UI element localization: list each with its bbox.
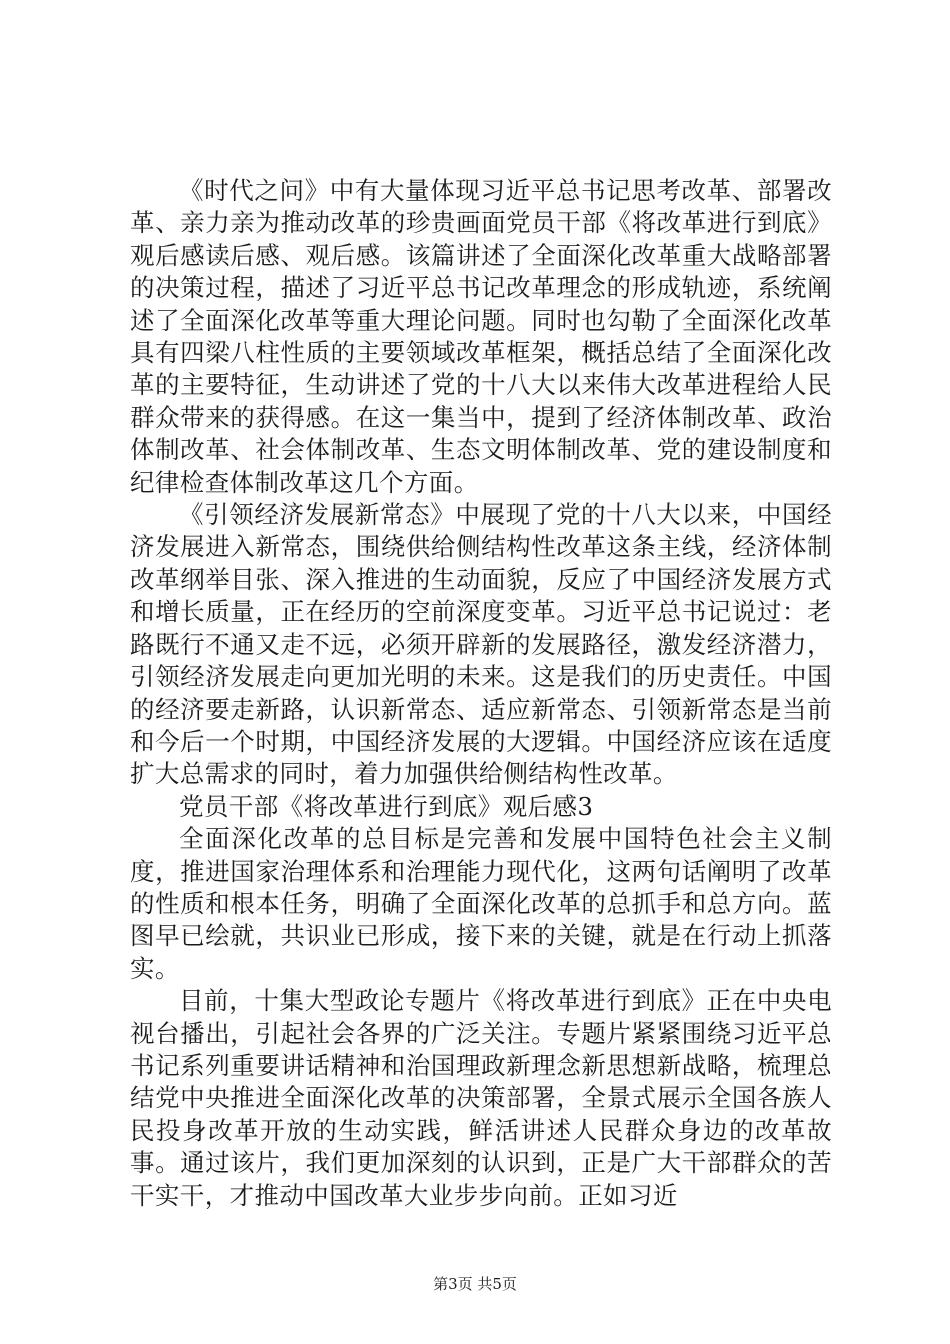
paragraph-1: 《时代之问》中有大量体现习近平总书记思考改革、部署改革、亲力亲为推动改革的珍贵画面党员干部《将改革进行到底》观后感读后感、观后感。该篇讲述了全面深化改革重大战略部署的决策过程，描述了习近平总书记改革理念的形成轨迹，系统阐述了全面深化改革等重大理论问题。同时也勾勒了全面深化改革具有四梁八柱性质的主要领域改革框架，概括总结了全面深化改革的主要特征，生动讲述了党的十八大以来伟大改革进程给人民群众带来的获得感。在这一集当中，提到了经济体制改革、政治体制改革、社会体制改革、生态文明体制改革、党的建设制度和纪律检查体制改革这几个方面。 <box>130 176 832 497</box>
paragraph-4: 目前，十集大型政论专题片《将改革进行到底》正在中央电视台播出，引起社会各界的广泛关注。专题片紧紧围绕习近平总书记系列重要讲话精神和治国理政新理念新思想新战略，梳理总结党中央推进全面深化改革的决策部署，全景式展示全国各族人民投身改革开放的生动实践，鲜活讲述人民群众身边的改革故事。通过该片，我们更加深刻的认识到，正是广大干部群众的苦干实干，才推动中国改革大业步步向前。正如习近 <box>130 986 832 1210</box>
page-footer: 第3页 共5页 <box>433 1275 517 1293</box>
paragraph-3: 全面深化改革的总目标是完善和发展中国特色社会主义制度，推进国家治理体系和治理能力现代化，这两句话阐明了改革的性质和根本任务，明确了全面深化改革的总抓手和总方向。蓝图早已绘就，共识业已形成，接下来的关键，就是在行动上抓落实。 <box>130 824 832 983</box>
paragraph-2: 《引领经济发展新常态》中展现了党的十八大以来，中国经济发展进入新常态，围绕供给侧结构性改革这条主线，经济体制改革纲举目张、深入推进的生动面貌，反应了中国经济发展方式和增长质量，正在经历的空前深度变革。习近平总书记说过：老路既行不通又走不远，必须开辟新的发展路径，激发经济潜力，引领经济发展走向更加光明的未来。这是我们的历史责任。中国的经济要走新路，认识新常态、适应新常态、引领新常态是当前和今后一个时期，中国经济发展的大逻辑。中国经济应该在适度扩大总需求的同时，着力加强供给侧结构性改革。 <box>130 500 832 789</box>
document-body <box>130 175 832 1212</box>
section-heading: 党员干部《将改革进行到底》观后感3 <box>179 791 594 821</box>
